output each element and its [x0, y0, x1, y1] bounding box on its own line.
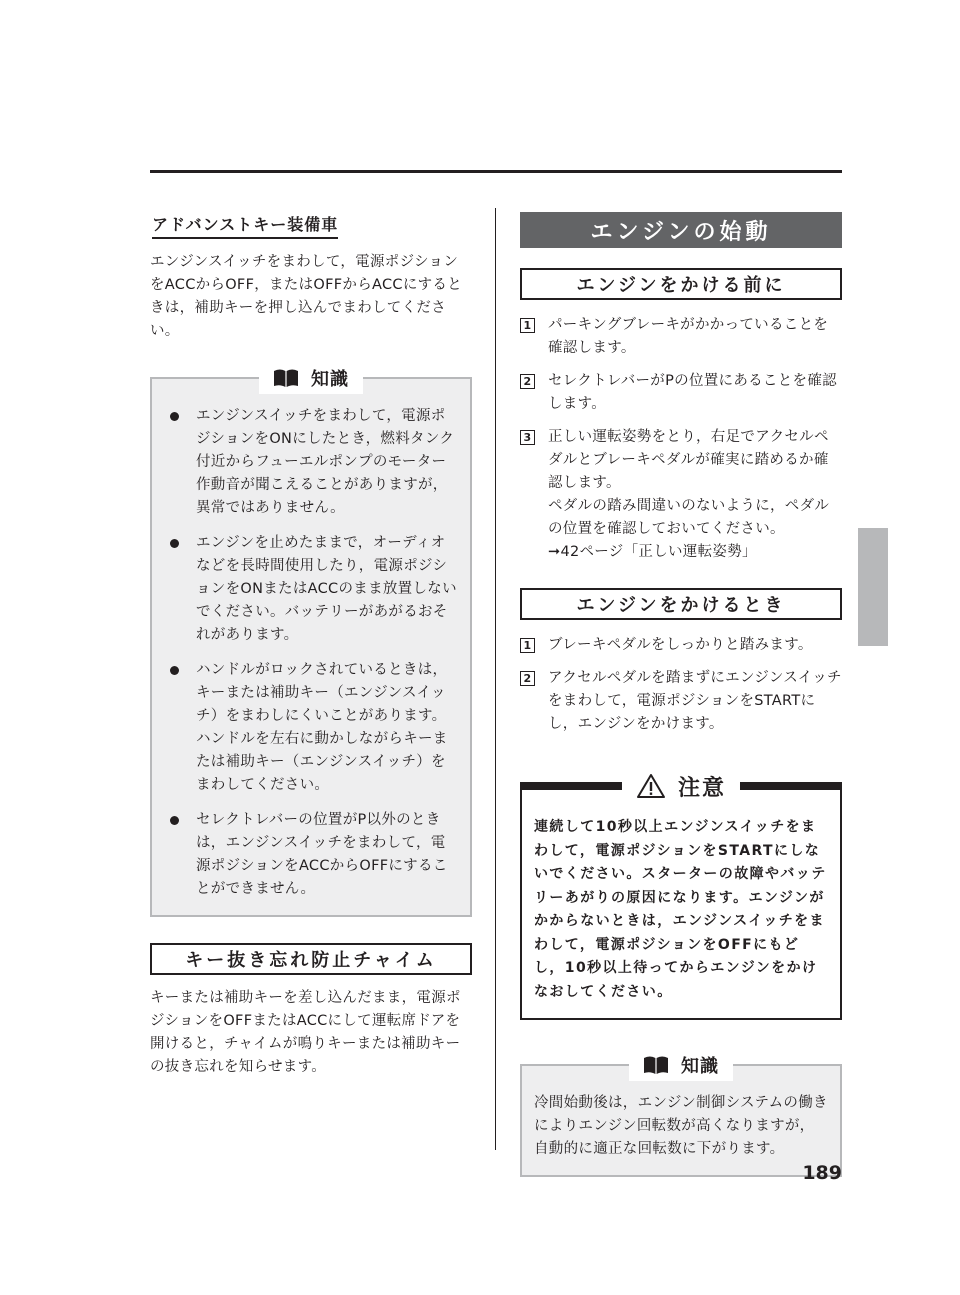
when-start-steps	[520, 634, 842, 736]
caution-box-label	[622, 766, 740, 806]
step-number: 1	[520, 318, 535, 333]
before-start-steps	[520, 314, 842, 564]
right-column	[520, 212, 842, 1177]
bullet-icon	[170, 412, 179, 421]
knowledge-box	[150, 369, 472, 917]
bullet-icon	[170, 539, 179, 548]
page-reference-link: ➞42ページ「正しい運転姿勢」	[548, 544, 757, 560]
knowledge-bullet-list	[164, 405, 458, 901]
bullet-icon	[170, 666, 179, 675]
step-text: 正しい運転姿勢をとり，右足でアクセルペダルとブレーキペダルが確実に踏めるか確認します。	[548, 429, 829, 491]
list-item	[520, 634, 842, 657]
engine-start-heading: エンジンの始動	[520, 212, 842, 248]
top-rule	[150, 170, 842, 173]
knowledge-label-text: 知識	[681, 1056, 719, 1077]
knowledge-box	[520, 1056, 842, 1177]
list-item	[520, 667, 842, 736]
step-text: セレクトレバーがPの位置にあることを確認します。	[548, 373, 837, 412]
caution-label-text: 注意	[677, 775, 727, 801]
warning-triangle-icon	[636, 773, 666, 799]
bullet-text: ハンドルがロックされているときは，キーまたは補助キー（エンジンスイッチ）をまわしにくいことがあります。ハンドルを左右に動かしながらキーまたは補助キー（エンジンスイッチ）をまわしてください。	[196, 662, 448, 793]
step-note: ペダルの踏み間違いのないように，ペダルの位置を確認しておいてください。	[548, 498, 830, 537]
key-reminder-chime-heading: キー抜き忘れ防止チャイム	[150, 943, 472, 975]
key-reminder-chime-text: キーまたは補助キーを差し込んだまま，電源ポジションをOFFまたはACCにして運転席ドアを開けると，チャイムが鳴りキーまたは補助キーの抜き忘れを知らせます。	[150, 990, 461, 1075]
bullet-text: エンジンスイッチをまわして，電源ポジションをONにしたとき，燃料タンク付近からフューエルポンプのモーター作動音が聞こえることがありますが，異常ではありません。	[196, 408, 455, 516]
before-start-heading: エンジンをかける前に	[520, 268, 842, 300]
knowledge-label-text: 知識	[311, 369, 349, 390]
when-start-heading: エンジンをかけるとき	[520, 588, 842, 620]
list-item	[520, 370, 842, 416]
list-item	[164, 532, 458, 647]
knowledge-box-label	[629, 1049, 733, 1081]
step-text: パーキングブレーキがかかっていることを確認します。	[548, 317, 829, 356]
page-number: 189	[802, 1162, 842, 1184]
step-number: 3	[520, 430, 535, 445]
list-item	[520, 426, 842, 564]
left-column	[150, 212, 472, 1079]
column-divider	[495, 208, 496, 1150]
bullet-icon	[170, 816, 179, 825]
list-item	[164, 659, 458, 797]
list-item	[520, 314, 842, 360]
list-item	[164, 405, 458, 520]
bullet-text: エンジンを止めたままで，オーディオなどを長時間使用したり，電源ポジションをONまたはACCのまま放置しないでください。バッテリーがあがるおそれがあります。	[196, 535, 457, 643]
bullet-text: セレクトレバーの位置がP以外のときは，エンジンスイッチをまわして，電源ポジションをACCからOFFにすることができません。	[196, 812, 448, 897]
caution-text: 連続して10秒以上エンジンスイッチをまわして，電源ポジションをSTARTにしないでください。スターターの故障やバッテリーあがりの原因になります。エンジンがかからないときは，エンジンスイッチをまわして，電源ポジションをOFFにもどし，10秒以上待ってからエンジンをかけなおしてください。	[534, 819, 827, 1000]
advanced-key-heading: アドバンストキー装備車	[152, 212, 338, 239]
step-number: 2	[520, 374, 535, 389]
step-text: ブレーキペダルをしっかりと踏みます。	[548, 637, 813, 653]
advanced-key-intro: エンジンスイッチをまわして，電源ポジションをACCからOFF，またはOFFからACCにするときは，補助キーを押し込んでまわしてください。	[150, 254, 463, 339]
list-item	[164, 809, 458, 901]
chapter-side-tab	[858, 528, 888, 646]
knowledge-text: 冷間始動後は，エンジン制御システムの働きによりエンジン回転数が高くなりますが，自動的に適正な回転数に下がります。	[534, 1095, 828, 1157]
step-number: 1	[520, 638, 535, 653]
knowledge-box-label	[259, 362, 363, 394]
open-book-icon	[643, 1055, 669, 1075]
step-number: 2	[520, 671, 535, 686]
open-book-icon	[273, 368, 299, 388]
step-text: アクセルペダルを踏まずにエンジンスイッチをまわして，電源ポジションをSTARTにし，エンジンをかけます。	[548, 670, 842, 732]
caution-box	[520, 775, 842, 1020]
